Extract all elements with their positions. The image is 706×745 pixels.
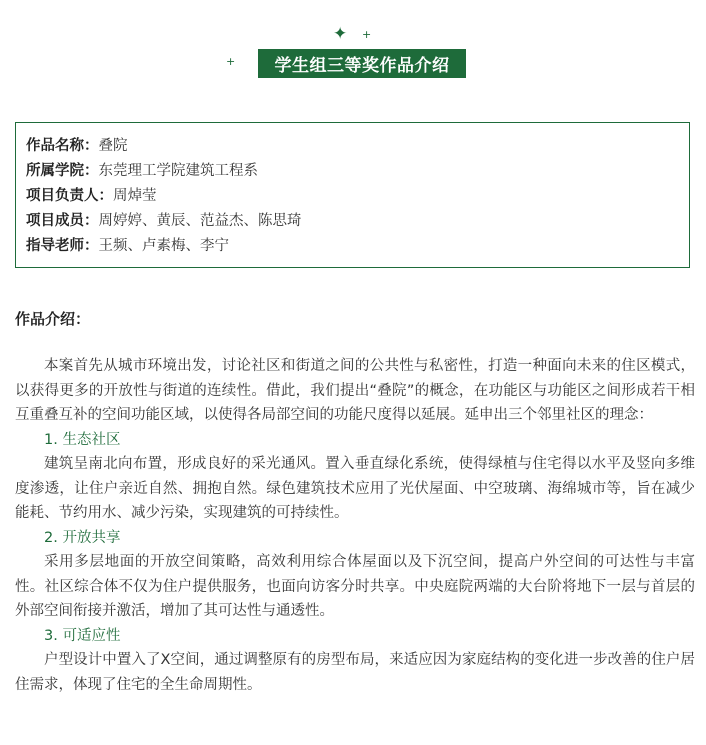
section-text-open-sharing: 采用多层地面的开放空间策略，高效利用综合体屋面以及下沉空间，提高户外空间的可达性与丰富性。社区综合体不仅为住户提供服务，也面向访客分时共享。中央庭院两端的大台阶将地下一层与首层的外部空间衔接并激活，增加了其可达性与通透性。 [15,554,695,619]
info-row-college [26,159,689,184]
section-text-adaptability: 户型设计中置入了X空间，通过调整原有的房型布局，来适应因为家庭结构的变化进一步改善的住户居住需求，体现了住宅的全生命周期性。 [15,652,695,693]
section-title-ecology: 1. 生态社区 [44,431,121,448]
sparkle-icon: + [226,55,236,68]
section-title-open-sharing: 2. 开放共享 [44,529,121,546]
info-row-members [26,209,689,234]
intro-heading: 作品介绍： [15,310,91,328]
section-title-adaptability: 3. 可适应性 [44,627,121,644]
header [0,0,706,100]
info-label: 所属学院： [26,163,99,179]
info-row-name [26,134,689,159]
info-label: 项目成员： [26,213,99,229]
sparkle-icon: ✦ [333,24,348,44]
info-value: 周婷婷、黄辰、范益杰、陈思琦 [98,213,302,229]
info-value: 王频、卢素梅、李宁 [98,238,229,254]
page-title: 学生组三等奖作品介绍 [258,49,466,78]
info-label: 作品名称： [26,138,99,154]
info-label: 项目负责人： [26,188,113,204]
intro-content [15,354,695,697]
info-row-advisors [26,234,689,259]
section-text-ecology: 建筑呈南北向布置，形成良好的采光通风。置入垂直绿化系统，使得绿植与住宅得以水平及竖向多维度渗透，让住户亲近自然、拥抱自然。绿色建筑技术应用了光伏屋面、中空玻璃、海绵城市等，旨在减少能耗、节约用水、减少污染，实现建筑的可持续性。 [15,456,695,521]
info-value: 东莞理工学院建筑工程系 [98,163,258,179]
sparkle-icon: + [362,28,372,41]
info-label: 指导老师： [26,238,99,254]
info-value: 叠院 [98,138,128,154]
info-row-leader [26,184,689,209]
project-info-box [15,122,690,268]
info-value: 周焯莹 [113,188,157,204]
intro-paragraph: 本案首先从城市环境出发，讨论社区和街道之间的公共性与私密性，打造一种面向未来的住区模式，以获得更多的开放性与街道的连续性。借此，我们提出“叠院”的概念，在功能区与功能区之间形成若干相互重叠互补的空间功能区域，以使得各局部空间的功能尺度得以延展。延申出三个邻里社区的理念： [15,358,695,423]
